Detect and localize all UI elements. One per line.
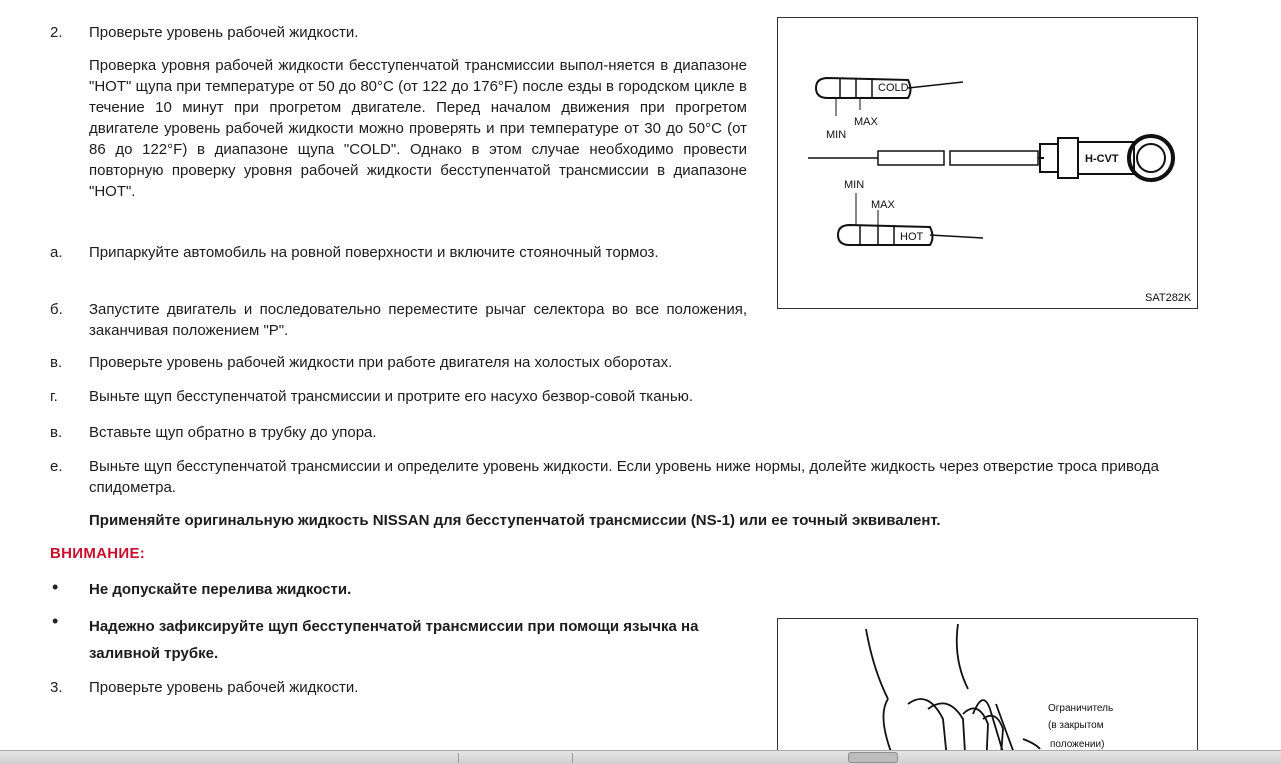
callout-text: Ограничитель [1048,703,1114,714]
bullet-icon: • [52,611,59,631]
dipstick-figure [777,17,1198,309]
list-item-marker: в. [50,424,63,441]
list-item: Выньте щуп бесступенчатой трансмиссии и определите уровень жидкости. Если уровень ниже нормы, долейте жидкость через отверстие троса привода спидометра. [89,458,1159,496]
list-item-marker: г. [50,388,58,405]
fluid-note: Применяйте оригинальную жидкость NISSAN для бесступенчатой трансмиссии (NS-1) или ее точный эквивалент. [89,512,941,529]
hand-diagram [778,619,1197,750]
callout-text: положении) [1050,739,1105,750]
list-item: Припаркуйте автомобиль на ровной поверхности и включите стояночный тормоз. [89,244,659,261]
caution-item: Не допускайте перелива жидкости. [89,581,352,598]
hot-label: HOT [900,231,924,243]
list-item: Проверьте уровень рабочей жидкости при работе двигателя на холостых оборотах. [89,354,673,371]
list-item-marker: а. [50,244,63,261]
bullet-icon: • [52,577,59,597]
list-item-marker: б. [50,301,63,318]
viewer-status-bar [0,750,1281,764]
status-divider [458,753,459,763]
dipstick-label: H-CVT [1085,153,1119,165]
step-2-title: Проверьте уровень рабочей жидкости. [89,24,359,41]
max-label: MAX [854,116,878,128]
list-item-marker: е. [50,458,63,475]
step-2-paragraph: Проверка уровня рабочей жидкости бесступенчатой трансмиссии выпол-няется в диапазоне "HOT" щупа при температуре от 50 до 80°C (от 122 до 176°F) после езды в городском цикле в течение 10 минут при прогретом двигателе. Перед началом движения при прогретом двигателе уровень рабочей жидкости можно проверять и при температуре от 30 до 50°C (от 86 до 122°F) в диапазоне щупа "COLD". Однако в этом случае необходимо провести повторную проверку уровня рабочей жидкости бесступенчатой трансмиссии в диапазоне "HOT". [89,57,747,200]
callout-text: (в закрытом [1048,720,1104,731]
min-label: MIN [826,129,847,141]
hand-figure [777,618,1198,750]
list-item: Вставьте щуп обратно в трубку до упора. [89,424,377,441]
list-item: Выньте щуп бесступенчатой трансмиссии и протрите его насухо безвор-совой тканью. [89,388,694,405]
max-label: MAX [871,199,895,211]
caution-item: Надежно зафиксируйте щуп бесступенчатой трансмиссии при помощи язычка на заливной трубке. [89,618,699,662]
list-item-marker: в. [50,354,63,371]
scrollbar-thumb[interactable] [848,752,898,763]
list-item: Запустите двигатель и последовательно переместите рычаг селектора во все положения, заканчивая положением "P". [89,301,747,339]
min-label: MIN [844,179,865,191]
caution-heading: ВНИМАНИЕ: [50,545,146,562]
step-2-number: 2. [50,24,63,41]
cold-label: COLD [878,82,909,94]
step-3-number: 3. [50,679,63,696]
dipstick-diagram [778,18,1197,308]
status-divider [572,753,573,763]
step-3-title: Проверьте уровень рабочей жидкости. [89,679,359,696]
figure-code: SAT282K [1145,292,1192,304]
